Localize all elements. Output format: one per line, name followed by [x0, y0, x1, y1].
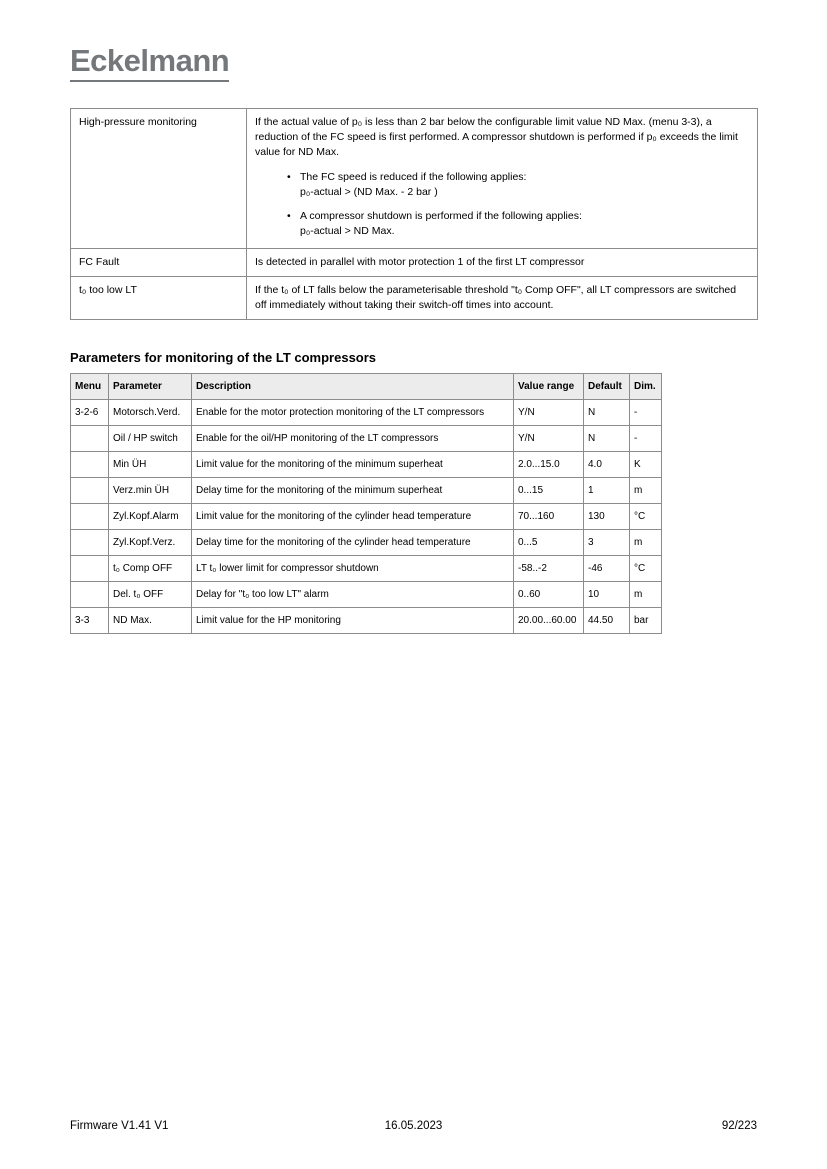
dim-cell: - [630, 400, 662, 426]
eckelmann-logo [70, 45, 229, 82]
footer-date: 16.05.2023 [384, 1120, 443, 1132]
table-row [71, 582, 662, 608]
dim-cell: - [630, 426, 662, 452]
default-cell: 10 [584, 582, 630, 608]
menu-cell [71, 478, 109, 504]
parameter-cell: Motorsch.Verd. [109, 400, 192, 426]
table-header-row [71, 374, 662, 400]
term-cell: FC Fault [71, 248, 247, 276]
footer-firmware-version: Firmware V1.41 V1 [70, 1120, 169, 1132]
table-row [71, 504, 662, 530]
value-range-cell: 20.00...60.00 [514, 608, 584, 634]
bullet-text [300, 209, 749, 239]
table-row [71, 556, 662, 582]
parameter-cell: Del. t₀ OFF [109, 582, 192, 608]
value-range-cell: Y/N [514, 426, 584, 452]
dim-cell: °C [630, 504, 662, 530]
dim-cell: K [630, 452, 662, 478]
intro-paragraph: If the actual value of p₀ is less than 2 bar below the configurable limit value ND Max. (menu 3-3), a reduction of the FC speed is first performed. A compressor shutdown is performed if p₀ exceeds the limit value for ND Max. [255, 116, 738, 159]
default-cell: 44.50 [584, 608, 630, 634]
section-heading: Parameters for monitoring of the LT compressors [70, 350, 377, 366]
table-row [71, 109, 758, 249]
value-range-cell: 0...15 [514, 478, 584, 504]
default-cell: 130 [584, 504, 630, 530]
bullet-marker: • [287, 210, 291, 223]
default-cell: -46 [584, 556, 630, 582]
header-dim: Dim. [630, 374, 662, 400]
value-range-cell: -58..-2 [514, 556, 584, 582]
parameter-cell: Oil / HP switch [109, 426, 192, 452]
menu-cell [71, 556, 109, 582]
menu-cell: 3-2-6 [71, 400, 109, 426]
value-range-cell: 0..60 [514, 582, 584, 608]
bullet-text [300, 170, 749, 200]
page-footer [70, 1120, 757, 1132]
table-row [71, 530, 662, 556]
description-cell: LT t₀ lower limit for compressor shutdown [192, 556, 514, 582]
value-range-cell: Y/N [514, 400, 584, 426]
description-cell: Limit value for the monitoring of the cylinder head temperature [192, 504, 514, 530]
dim-cell: m [630, 582, 662, 608]
description-cell: Delay time for the monitoring of the cylinder head temperature [192, 530, 514, 556]
bullet-formula: p₀-actual > ND Max. [300, 225, 395, 238]
parameter-cell: t₀ Comp OFF [109, 556, 192, 582]
monitoring-info-table [70, 108, 758, 320]
header-description: Description [192, 374, 514, 400]
bullet-formula: p₀-actual > (ND Max. - 2 bar ) [300, 185, 438, 198]
description-cell: If the t₀ of LT falls below the parameterisable threshold "t₀ Comp OFF", all LT compressors are switched off immediately without taking their switch-off times into account. [247, 276, 758, 319]
default-cell: 1 [584, 478, 630, 504]
default-cell: 4.0 [584, 452, 630, 478]
menu-cell [71, 582, 109, 608]
header-value-range: Value range [514, 374, 584, 400]
table-row [71, 608, 662, 634]
menu-cell [71, 504, 109, 530]
term-cell: High-pressure monitoring [71, 109, 247, 249]
description-cell: Enable for the oil/HP monitoring of the LT compressors [192, 426, 514, 452]
default-cell: 3 [584, 530, 630, 556]
description-cell: Limit value for the monitoring of the minimum superheat [192, 452, 514, 478]
table-row [71, 478, 662, 504]
description-cell: Limit value for the HP monitoring [192, 608, 514, 634]
header-parameter: Parameter [109, 374, 192, 400]
header-default: Default [584, 374, 630, 400]
table-row [71, 400, 662, 426]
dim-cell: bar [630, 608, 662, 634]
table-row [71, 248, 758, 276]
bullet-item [287, 209, 749, 239]
parameter-cell: Min ÜH [109, 452, 192, 478]
bullet-item [287, 170, 749, 200]
dim-cell: m [630, 530, 662, 556]
term-cell: t₀ too low LT [71, 276, 247, 319]
header-menu: Menu [71, 374, 109, 400]
default-cell: N [584, 400, 630, 426]
description-cell: Delay for "t₀ too low LT" alarm [192, 582, 514, 608]
bullet-line: A compressor shutdown is performed if the following applies: [300, 210, 582, 223]
table-row [71, 276, 758, 319]
bullet-line: The FC speed is reduced if the following applies: [300, 170, 527, 183]
logo-text: Eckelmann [70, 45, 229, 82]
description-cell: Is detected in parallel with motor protection 1 of the first LT compressor [247, 248, 758, 276]
footer-page-number: 92/223 [721, 1120, 757, 1132]
description-cell: Enable for the motor protection monitoring of the LT compressors [192, 400, 514, 426]
value-range-cell: 0...5 [514, 530, 584, 556]
description-cell: Delay time for the monitoring of the minimum superheat [192, 478, 514, 504]
parameter-cell: Zyl.Kopf.Alarm [109, 504, 192, 530]
dim-cell: m [630, 478, 662, 504]
dim-cell: °C [630, 556, 662, 582]
value-range-cell: 2.0...15.0 [514, 452, 584, 478]
description-cell [247, 109, 758, 249]
value-range-cell: 70...160 [514, 504, 584, 530]
parameter-cell: Verz.min ÜH [109, 478, 192, 504]
parameter-cell: Zyl.Kopf.Verz. [109, 530, 192, 556]
table-row [71, 452, 662, 478]
parameter-table [70, 373, 662, 634]
bullet-marker: • [287, 170, 291, 183]
menu-cell: 3-3 [71, 608, 109, 634]
parameter-cell: ND Max. [109, 608, 192, 634]
table-row [71, 426, 662, 452]
menu-cell [71, 452, 109, 478]
menu-cell [71, 530, 109, 556]
menu-cell [71, 426, 109, 452]
default-cell: N [584, 426, 630, 452]
